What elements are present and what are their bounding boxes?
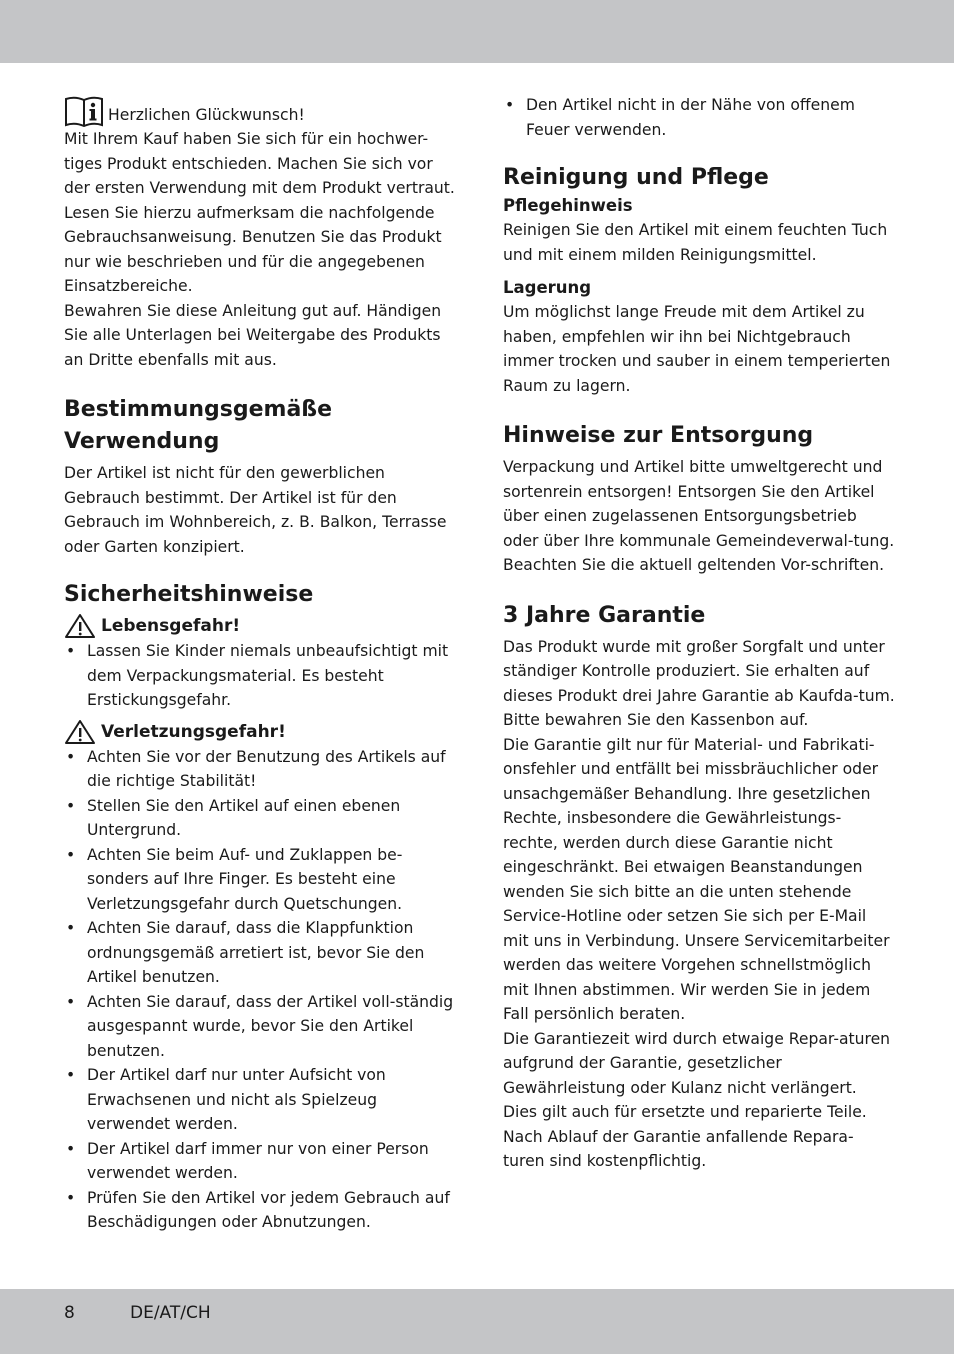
injury-warning-title (64, 719, 456, 745)
storage-subheading: Lagerung (503, 278, 592, 297)
list-item: • Achten Sie darauf, dass der Artikel voll-ständig ausgespannt wurde, bevor Sie den Artikel benutzen. (64, 990, 456, 1064)
disposal-text: Verpackung und Artikel bitte umweltgerecht und sortenrein entsorgen! Entsorgen Sie den Artikel über einen zugelassenen Entsorgungsbetrieb oder über Ihre kommunale Gemeindeverwal-tung. Beachten Sie die aktuell geltenden Vor-schriften. (503, 458, 895, 574)
info-book-icon (64, 95, 104, 127)
injury-list (64, 745, 456, 1235)
region-label: DE/AT/CH (130, 1303, 211, 1323)
intro-greeting-line (64, 95, 456, 127)
right-column (503, 93, 895, 1174)
left-column (64, 95, 456, 1235)
list-item: • Lassen Sie Kinder niemals unbeaufsichtigt mit dem Verpackungsmaterial. Es besteht Erstickungsgefahr. (64, 639, 456, 713)
section-heading-intended-use (64, 394, 456, 458)
list-item: • Achten Sie darauf, dass die Klappfunktion ordnungsgemäß arretiert ist, bevor Sie den Artikel benutzen. (64, 916, 456, 990)
list-item: • Achten Sie vor der Benutzung des Artikels auf die richtige Stabilität! (64, 745, 456, 794)
injury-title: Verletzungsgefahr! (101, 721, 286, 742)
warning-triangle-icon (64, 613, 96, 639)
warranty-paragraph: Das Produkt wurde mit großer Sorgfalt und unter ständiger Kontrolle produziert. Sie erhalten auf dieses Produkt drei Jahre Garantie ab Kaufda-tum. Bitte bewahren Sie den Kassenbon auf. (503, 637, 895, 729)
storage-text: Um möglichst lange Freude mit dem Artikel zu haben, empfehlen wir ihn bei Nichtgebrauch immer trocken und sauber in einem temperierten Raum zu lagern. (503, 303, 891, 395)
intro-paragraph: Bewahren Sie diese Anleitung gut auf. Händigen Sie alle Unterlagen bei Weitergabe des Produkts an Dritte ebenfalls mit aus. (64, 301, 442, 369)
danger-list (64, 639, 456, 713)
list-item: • Stellen Sie den Artikel auf einen ebenen Untergrund. (64, 794, 456, 843)
list-item: • Achten Sie beim Auf- und Zuklappen be-sonders auf Ihre Finger. Es besteht eine Verletzungsgefahr durch Quetschungen. (64, 843, 456, 917)
page-number: 8 (64, 1303, 75, 1323)
list-item: • Der Artikel darf nur unter Aufsicht von Erwachsenen und nicht als Spielzeug verwendet werden. (64, 1063, 456, 1137)
header-band (0, 0, 954, 63)
section-heading-warranty: 3 Jahre Garantie (503, 602, 706, 628)
warranty-paragraph: Die Garantiezeit wird durch etwaige Repar-aturen aufgrund der Garantie, gesetzlicher Gewährleistung oder Kulanz nicht verlängert. Dies gilt auch für ersetzte und reparierte Teile. Nach Ablauf der Garantie anfallende Repara-turen sind kostenpflichtig. (503, 1029, 891, 1170)
heading-line: Bestimmungsgemäße (64, 397, 333, 422)
warning-triangle-icon (64, 719, 96, 745)
heading-line: Verwendung (64, 429, 220, 454)
greeting-text: Herzlichen Glückwunsch! (108, 105, 305, 124)
list-item: • Prüfen Sie den Artikel vor jedem Gebrauch auf Beschädigungen oder Abnutzungen. (64, 1186, 456, 1235)
intro-paragraph: Mit Ihrem Kauf haben Sie sich für ein hochwer-tiges Produkt entschieden. Machen Sie sich vor der ersten Verwendung mit dem Produkt vertraut. Lesen Sie hierzu aufmerksam die nachfolgende Gebrauchsanweisung. Benutzen Sie das Produkt nur wie beschrieben und für die angegebenen Einsatzbereiche. (64, 130, 455, 295)
intended-use-text: Der Artikel ist nicht für den gewerblichen Gebrauch bestimmt. Der Artikel ist für den Gebrauch im Wohnbereich, z. B. Balkon, Terrasse oder Garten konzipiert. (64, 464, 447, 556)
injury-list-continued (503, 93, 895, 142)
warranty-paragraph: Die Garantie gilt nur für Material- und Fabrikati-onsfehler und entfällt bei missbräuchlicher oder unsachgemäßer Behandlung. Ihre gesetzlichen Rechte, insbesondere die Gewährleistungs-rechte, werden durch diese Garantie nicht eingeschränkt. Bei etwaigen Beanstandungen wenden Sie sich bitte an die unten stehende Service-Hotline oder setzen Sie sich per E-Mail mit uns in Verbindung. Unsere Servicemitarbeiter werden das weitere Vorgehen schnellstmöglich mit Ihnen abstimmen. Wir werden Sie in jedem Fall persönlich beraten. (503, 735, 890, 1023)
list-item: • Den Artikel nicht in der Nähe von offenem Feuer verwenden. (503, 93, 895, 142)
section-heading-safety: Sicherheitshinweise (64, 582, 314, 607)
section-heading-care: Reinigung und Pflege (503, 165, 769, 190)
section-heading-disposal: Hinweise zur Entsorgung (503, 423, 814, 448)
danger-warning-title (64, 613, 456, 639)
danger-title: Lebensgefahr! (101, 616, 241, 636)
list-item: • Der Artikel darf immer nur von einer Person verwendet werden. (64, 1137, 456, 1186)
care-text: Reinigen Sie den Artikel mit einem feuchten Tuch und mit einem milden Reinigungsmittel. (503, 221, 888, 264)
care-subheading: Pflegehinweis (503, 196, 633, 215)
